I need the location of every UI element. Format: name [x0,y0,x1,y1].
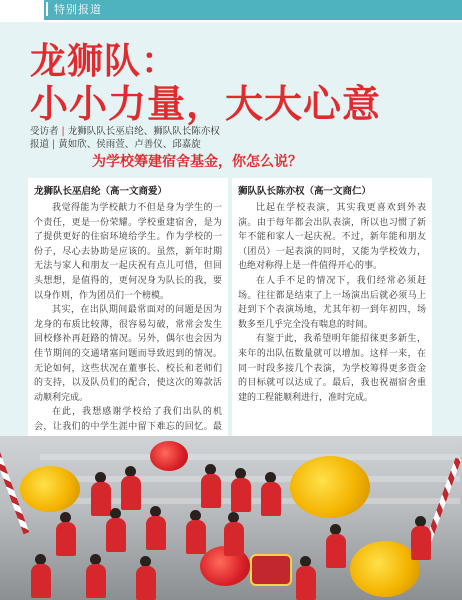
team-member [224,522,244,556]
lion-head-right [290,456,370,518]
team-group-photo [0,436,462,600]
right-paragraph-2: 在人手不足的情况下，我们经常必须赶场。往往都是结束了上一场演出后就必须马上赶到下个表演场地，尤其年初一到年初四，场数多至几乎完全没有喘息的时间。 [238,275,426,330]
left-paragraph-3: 在此，我想感谢学校给了我们出队的机会，让我们的中学生涯中留下难忘的回忆。最 [34,407,222,432]
lion-head-left [20,466,80,512]
photo-stair [40,454,460,460]
team-member [56,522,76,556]
team-member [296,566,316,600]
team-member [201,474,221,508]
article-title-line-2: 小小力量，大大心意 [30,82,382,126]
team-member [86,564,106,598]
section-header-marker [46,2,48,16]
meta-separator: | [61,126,65,137]
reporter-line [30,138,201,151]
left-column-heading: 龙狮队长巫启纶（高一文商爱） [34,186,168,197]
right-paragraph-1: 比起在学校表演，其实我更喜欢到外表演。由于每年都会出队表演，所以也习惯了新年不能和家人一起庆祝。不过，新年能和朋友（团员）一起表演的同时，又能为学校效力，也绝对称得上是一件值得开心的事。 [238,203,426,272]
right-column-heading: 狮队队长陈亦权（高一文商仁） [238,186,372,197]
drum [250,554,292,586]
team-member [91,482,111,516]
team-member [136,566,156,600]
team-member [121,476,141,510]
left-column-body [28,201,228,475]
team-member [146,516,166,550]
right-paragraph-3: 有鉴于此，我希望明年能招徕更多新生，来年的出队伍数量就可以增加。这样一来，在同一时段多接几个表演，为学校筹得更多资金的目标就可以达成了。最后，我也祝福宿舍重建的工程能顺利进行，准时完成。 [238,334,426,403]
interviewee-names: 龙狮队队长巫启纶、狮队队长陈亦权 [67,126,220,137]
right-column-body [232,201,432,405]
team-member [186,520,206,554]
section-label: 特别报道 [54,3,102,16]
meta-separator: | [52,139,56,150]
left-column-card [28,178,228,475]
section-header-bar [44,0,462,20]
left-paragraph-2: 其实，在出队期间最常面对的问题是因为龙身的布质比较薄，很容易勾破，常常会发生回校修补再赶路的情况。另外，偶尔也会因为佳节期间的交通堵塞问题而导致迟到的情况。无论如何，这些状况在董事长、校长和老师们的支持，以及队员们的配合，使这次的筹款活动顺利完成。 [34,305,222,403]
team-member [411,526,431,560]
reporter-label: 报道 [30,139,50,150]
right-column-card [232,178,432,436]
team-member [326,534,346,568]
team-member [231,478,251,512]
team-member [31,564,51,598]
article-question: 为学校筹建宿舍基金，你怎么说？ [92,154,302,170]
left-paragraph-1: 我觉得能为学校献力不但是身为学生的一个责任，更是一份荣耀。学校重建宿舍，是为了提供更好的住宿环境给学生。作为学校的一份子，尽心去协助是应该的。虽然，新年时期无法与家人和朋友一起庆祝有点儿可惜，但回头想想，是值得的，更何况身为队长的我，要以身作则，作为团员们一个榜模。 [34,203,222,301]
lion-head-bottom-right [350,541,420,597]
article-title-line-1: 龙狮队： [30,41,179,82]
team-member [261,482,281,516]
reporter-names: 黄如欣、侯雨萱、卢善仪、邱嘉旋 [58,139,201,150]
lion-head-top [150,441,188,471]
team-member [106,518,126,552]
interviewee-line [30,125,220,138]
interviewee-label: 受访者 [30,126,59,137]
